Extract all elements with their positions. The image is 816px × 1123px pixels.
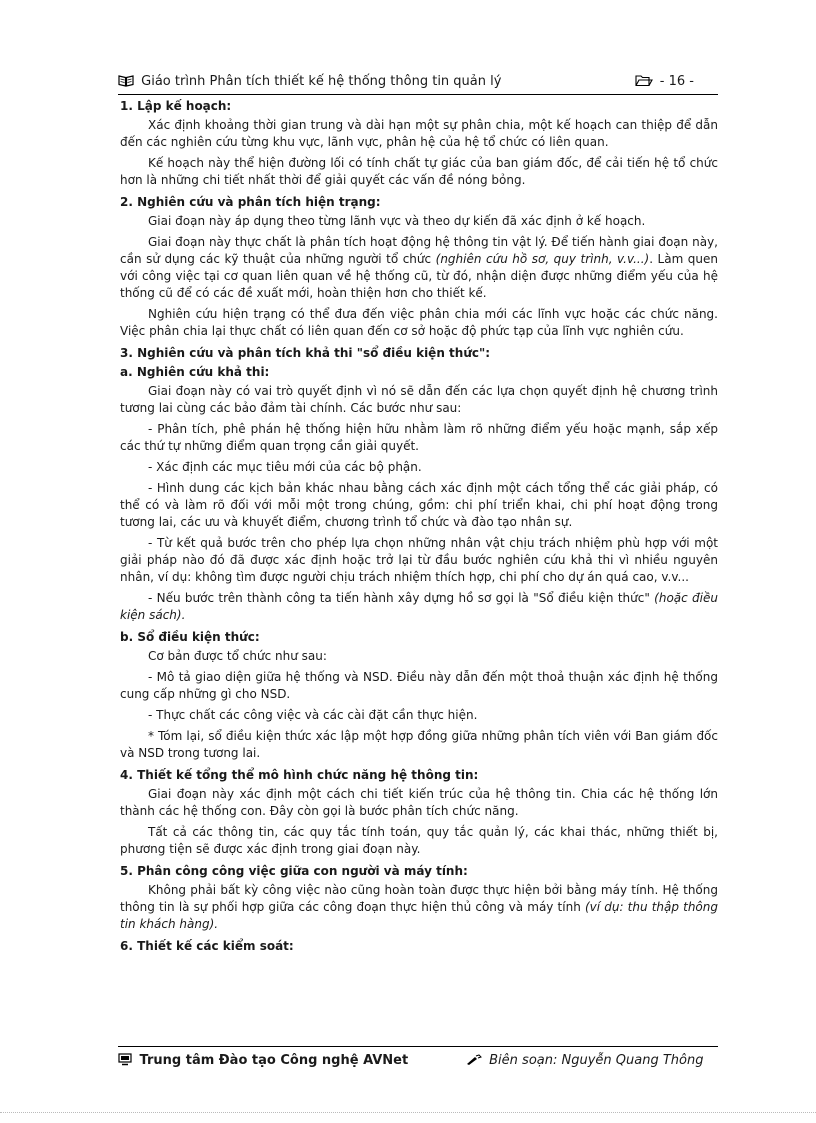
paragraph: Giai đoạn này áp dụng theo từng lãnh vực và theo dự kiến đã xác định ở kế hoạch. <box>148 214 646 228</box>
paragraph: - Từ kết quả bước trên cho phép lựa chọn những nhân vật chịu trách nhiệm phù hợp với một giải pháp nào đó đã được xác định hoặc trở lại từ đầu bước nghiên cứu khả thi vì nhiều nguyên nhân, ví dụ: không tìm được người chịu trách nhiệm thích hợp, chi phí cho dự án quá cao, v.v... <box>120 536 718 584</box>
paragraph <box>120 234 718 302</box>
writing-hand-icon <box>466 1054 482 1066</box>
paragraph: * Tóm lại, sổ điều kiện thức xác lập một hợp đồng giữa những phân tích viên với Ban giám đốc và NSD trong tương lai. <box>120 729 718 760</box>
page-number: - 16 - <box>659 74 694 89</box>
section-heading-2: 2. Nghiên cứu và phân tích hiện trạng: <box>120 195 381 209</box>
open-book-icon <box>118 74 134 87</box>
computer-icon <box>118 1053 132 1066</box>
section-heading-6: 6. Thiết kế các kiểm soát: <box>120 939 294 953</box>
paragraph: Giai đoạn này xác định một cách chi tiết kiến trúc của hệ thông tin. Chia các hệ thống lớn thành các hệ thống con. Đây còn gọi là bước phân tích chức năng. <box>120 787 718 818</box>
folder-icon <box>635 74 653 87</box>
paragraph: Cơ bản được tổ chức như sau: <box>148 649 327 663</box>
text-run: . Làm quen với công việc tại cơ quan liên quan về hệ thống cũ, từ đó, nhận diện được những điểm yếu của hệ thống cũ để có các đề xuất mới, hoàn thiện hơn cho thiết kế. <box>120 252 719 300</box>
paragraph: - Phân tích, phê phán hệ thống hiện hữu nhằm làm rõ những điểm yếu hoặc mạnh, sắp xếp các thứ tự những điểm quan trọng cần giải quyết. <box>120 422 718 453</box>
paragraph: - Mô tả giao diện giữa hệ thống và NSD. Điều này dẫn đến một thoả thuận xác định hệ thống cung cấp những gì cho NSD. <box>120 670 718 701</box>
italic-note: (hoặc điều kiện sách). <box>120 591 718 622</box>
page-bottom-divider <box>0 1112 816 1113</box>
text-run: Không phải bất kỳ công việc nào cũng hoàn toàn được thực hiện bởi bằng máy tính. Hệ thống thông tin là sự phối hợp giữa các công đoạn thực hiện thủ công và máy tính <box>120 883 718 914</box>
subsection-heading-b: b. Sổ điều kiện thức: <box>120 630 260 644</box>
section-heading-1: 1. Lập kế hoạch: <box>120 99 232 113</box>
document-body <box>120 96 718 957</box>
footer-author: Biên soạn: Nguyễn Quang Thông <box>489 1053 704 1068</box>
footer-right <box>466 1053 703 1068</box>
page-footer <box>118 1046 718 1068</box>
text-run: Giai đoạn này thực chất là phân tích hoạt động hệ thông tin vật lý. Để tiến hành giai đoạn này, cần sử dụng các kỹ thuật của những người tổ chức <box>120 235 718 266</box>
paragraph: - Hình dung các kịch bản khác nhau bằng cách xác định một cách tổng thể các giải pháp, có thể có và làm rõ đối với mỗi một trong chúng, gồm: chi phí triển khai, chi phí hoạt động trong tương lai, các ưu và khuyết điểm, chương trình tổ chức và đào tạo nhân sự. <box>120 481 718 529</box>
header-page-block <box>635 74 694 89</box>
subsection-heading-a: a. Nghiên cứu khả thi: <box>120 365 270 379</box>
paragraph: Tất cả các thông tin, các quy tắc tính toán, quy tắc quản lý, các khai thác, những thiết bị, phương tiện sẽ được xác định trong giai đoạn này. <box>120 825 718 856</box>
section-heading-4: 4. Thiết kế tổng thể mô hình chức năng hệ thông tin: <box>120 768 479 782</box>
header-title-block <box>118 74 501 89</box>
paragraph: Xác định khoảng thời gian trung và dài hạn một sự phân chia, một kế hoạch can thiệp để dẫn đến các nghiên cứu từng khu vực, lãnh vực, phân hệ của hệ tổ chức có liên quan. <box>120 118 718 149</box>
paragraph: Kế hoạch này thể hiện đường lối có tính chất tự giác của ban giám đốc, để cải tiến hệ tổ chức hơn là những chi tiết nhất thời để giải quyết các vấn đề nóng bỏng. <box>120 156 718 187</box>
header-title: Giáo trình Phân tích thiết kế hệ thống thông tin quản lý <box>141 74 502 89</box>
paragraph <box>120 882 718 933</box>
footer-organization: Trung tâm Đào tạo Công nghệ AVNet <box>139 1053 409 1068</box>
section-heading-3: 3. Nghiên cứu và phân tích khả thi "sổ điều kiện thức": <box>120 346 491 360</box>
italic-note: (ví dụ: thu thập thông tin khách hàng). <box>120 900 718 931</box>
paragraph: - Xác định các mục tiêu mới của các bộ phận. <box>148 460 422 474</box>
text-run: - Nếu bước trên thành công ta tiến hành xây dựng hồ sơ gọi là "Sổ điều kiện thức" <box>148 591 655 605</box>
paragraph <box>120 590 718 624</box>
italic-note: (nghiên cứu hồ sơ, quy trình, v.v...) <box>435 252 650 266</box>
footer-left <box>118 1053 408 1068</box>
page-header <box>118 72 718 95</box>
paragraph: Giai đoạn này có vai trò quyết định vì nó sẽ dẫn đến các lựa chọn quyết định hệ chương trình tương lai cùng các bảo đảm tài chính. Các bước như sau: <box>120 384 718 415</box>
paragraph: - Thực chất các công việc và các cài đặt cần thực hiện. <box>148 708 478 722</box>
paragraph: Nghiên cứu hiện trạng có thể đưa đến việc phân chia mới các lĩnh vực hoặc các chức năng. Việc phân chia lại thực chất có liên quan đến cơ sở hoặc độ phức tạp của lĩnh vực nghiên cứu. <box>120 307 718 338</box>
section-heading-5: 5. Phân công công việc giữa con người và máy tính: <box>120 864 468 878</box>
